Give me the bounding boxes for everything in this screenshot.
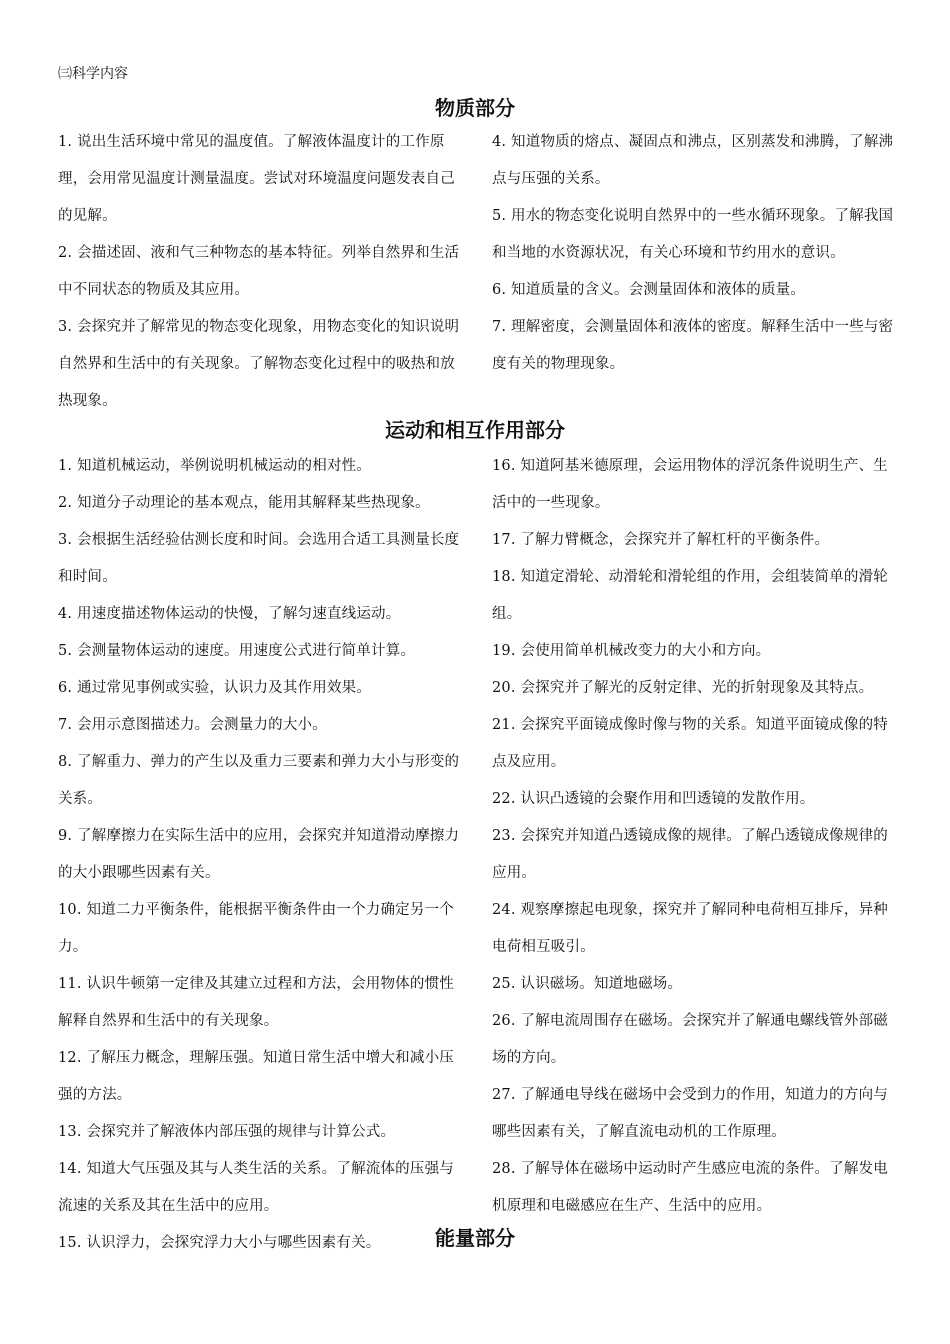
list-item: 5. 会测量物体运动的速度。用速度公式进行简单计算。 [58,643,416,659]
list-item: 2. 会描述固、液和气三种物态的基本特征。列举自然界和生活中不同状态的物质及其应用。 [58,245,460,298]
list-item: 15. 认识浮力，会探究浮力大小与哪些因素有关。 [58,1235,381,1251]
list-item: 19. 会使用简单机械改变力的大小和方向。 [492,643,771,659]
list-item: 8. 了解重力、弹力的产生以及重力三要素和弹力大小与形变的关系。 [58,754,460,807]
list-item: 23. 会探究并知道凸透镜成像的规律。了解凸透镜成像规律的应用。 [492,828,888,881]
list-item: 20. 会探究并了解光的反射定律、光的折射现象及其特点。 [492,680,874,696]
list-item: 18. 知道定滑轮、动滑轮和滑轮组的作用，会组装简单的滑轮组。 [492,569,888,622]
list-item: 9. 了解摩擦力在实际生活中的应用，会探究并知道滑动摩擦力的大小跟哪些因素有关。 [58,828,460,881]
section-label: ㈢科学内容 [58,66,128,82]
list-item: 3. 会探究并了解常见的物态变化现象，用物态变化的知识说明自然界和生活中的有关现象。了解物态变化过程中的吸热和放热现象。 [58,319,460,409]
list-item: 28. 了解导体在磁场中运动时产生感应电流的条件。了解发电机原理和电磁感应在生产、生活中的应用。 [492,1161,888,1214]
list-item: 5. 用水的物态变化说明自然界中的一些水循环现象。了解我国和当地的水资源状况，有关心环境和节约用水的意识。 [492,208,894,261]
section-title-motion: 运动和相互作用部分 [385,418,565,442]
list-item: 21. 会探究平面镜成像时像与物的关系。知道平面镜成像的特点及应用。 [492,717,888,770]
list-item: 25. 认识磁场。知道地磁场。 [492,976,683,992]
matter-right-column [492,124,897,383]
list-item: 12. 了解压力概念，理解压强。知道日常生活中增大和减小压强的方法。 [58,1050,454,1103]
list-item: 1. 知道机械运动，举例说明机械运动的相对性。 [58,458,372,474]
motion-left-column [58,448,468,1262]
list-item: 26. 了解电流周围存在磁场。会探究并了解通电螺线管外部磁场的方向。 [492,1013,888,1066]
list-item: 11. 认识牛顿第一定律及其建立过程和方法，会用物体的惯性解释自然界和生活中的有关现象。 [58,976,454,1029]
list-item: 2. 知道分子动理论的基本观点，能用其解释某些热现象。 [58,495,430,511]
list-item: 4. 知道物质的熔点、凝固点和沸点，区别蒸发和沸腾，了解沸点与压强的关系。 [492,134,894,187]
list-item: 17. 了解力臂概念，会探究并了解杠杆的平衡条件。 [492,532,830,548]
list-item: 10. 知道二力平衡条件，能根据平衡条件由一个力确定另一个力。 [58,902,454,955]
list-item: 16. 知道阿基米德原理，会运用物体的浮沉条件说明生产、生活中的一些现象。 [492,458,888,511]
list-item: 4. 用速度描述物体运动的快慢，了解匀速直线运动。 [58,606,401,622]
list-item: 7. 理解密度，会测量固体和液体的密度。解释生活中一些与密度有关的物理现象。 [492,319,894,372]
list-item: 6. 知道质量的含义。会测量固体和液体的质量。 [492,282,806,298]
list-item: 6. 通过常见事例或实验，认识力及其作用效果。 [58,680,372,696]
matter-left-column [58,124,468,420]
section-title-energy: 能量部分 [435,1226,515,1250]
list-item: 3. 会根据生活经验估测长度和时间。会选用合适工具测量长度和时间。 [58,532,460,585]
list-item: 13. 会探究并了解液体内部压强的规律与计算公式。 [58,1124,396,1140]
section-title-matter: 物质部分 [435,96,515,120]
motion-right-column [492,448,897,1225]
list-item: 22. 认识凸透镜的会聚作用和凹透镜的发散作用。 [492,791,815,807]
list-item: 7. 会用示意图描述力。会测量力的大小。 [58,717,327,733]
list-item: 27. 了解通电导线在磁场中会受到力的作用，知道力的方向与哪些因素有关，了解直流电动机的工作原理。 [492,1087,888,1140]
list-item: 1. 说出生活环境中常见的温度值。了解液体温度计的工作原理，会用常见温度计测量温度。尝试对环境温度问题发表自己的见解。 [58,134,455,224]
list-item: 14. 知道大气压强及其与人类生活的关系。了解流体的压强与流速的关系及其在生活中的应用。 [58,1161,454,1214]
list-item: 24. 观察摩擦起电现象，探究并了解同种电荷相互排斥，异种电荷相互吸引。 [492,902,888,955]
